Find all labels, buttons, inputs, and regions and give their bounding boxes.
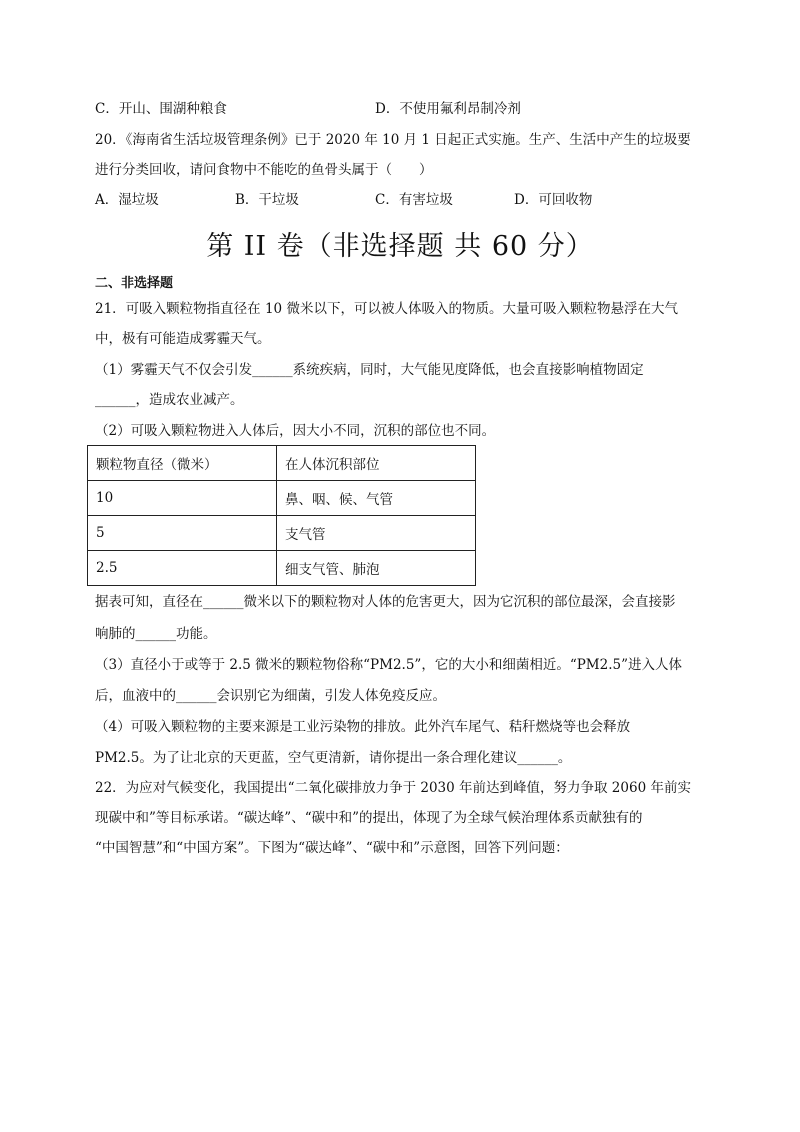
q20-option-a: A．湿垃圾 bbox=[95, 192, 159, 208]
q21-part4-line-2: PM2.5。为了让北京的天更蓝，空气更清新，请你提出一条合理化建议______。 bbox=[95, 750, 572, 766]
q21-part1-line-2: ______，造成农业减产。 bbox=[95, 392, 244, 408]
section-title: 第 II 卷（非选择题 共 60 分） bbox=[206, 231, 594, 262]
table-cell: 鼻、咽、候、气管 bbox=[277, 481, 476, 516]
table-header-cell: 颗粒物直径（微米） bbox=[88, 446, 277, 481]
q21-part2: （2）可吸入颗粒物进入人体后，因大小不同，沉积的部位也不同。 bbox=[95, 423, 496, 439]
q19-option-c: C．开山、围湖种粮食 bbox=[95, 101, 227, 117]
table-cell: 5 bbox=[88, 516, 277, 551]
q21-part1-line-1: （1）雾霾天气不仅会引发______系统疾病，同时，大气能见度降低，也会直接影响植物固定 bbox=[95, 362, 644, 378]
q22-line-3: “中国智慧”和“中国方案”。下图为“碳达峰”、“碳中和”示意图，回答下列问题： bbox=[95, 840, 569, 856]
table-header-cell: 在人体沉积部位 bbox=[277, 446, 476, 481]
table-row bbox=[88, 481, 476, 516]
q22-line-1: 22．为应对气候变化，我国提出“二氧化碳排放力争于 2030 年前达到峰值，努力争取 2060 年前实 bbox=[95, 780, 691, 796]
q21-part3-line-2: 后，血液中的______会识别它为细菌，引发人体免疫反应。 bbox=[95, 688, 446, 704]
q20-option-b: B．干垃圾 bbox=[235, 192, 299, 208]
table-header-row bbox=[88, 446, 476, 481]
q21-after-table-line-1: 据表可知，直径在______微米以下的颗粒物对人体的危害更大，因为它沉积的部位最深，会直接影 bbox=[95, 594, 676, 610]
q21-after-table-line-2: 响肺的______功能。 bbox=[95, 626, 217, 642]
q21-intro-line-1: 21．可吸入颗粒物指直径在 10 微米以下，可以被人体吸入的物质。大量可吸入颗粒物悬浮在大气 bbox=[95, 301, 678, 317]
section-heading: 二、非选择题 bbox=[95, 276, 174, 291]
q20-option-d: D．可回收物 bbox=[514, 192, 593, 208]
q21-part4-line-1: （4）可吸入颗粒物的主要来源是工业污染物的排放。此外汽车尾气、秸秆燃烧等也会释放 bbox=[95, 719, 631, 735]
q20-line-1: 20．《海南省生活垃圾管理条例》已于 2020 年 10 月 1 日起正式实施。生产、生活中产生的垃圾要 bbox=[95, 132, 691, 148]
particle-table bbox=[87, 445, 476, 586]
q19-option-d: D．不使用氟利昂制冷剂 bbox=[375, 101, 521, 117]
q21-intro-line-2: 中，极有可能造成雾霾天气。 bbox=[95, 331, 271, 347]
table-row bbox=[88, 551, 476, 586]
table-cell: 10 bbox=[88, 481, 277, 516]
table-row bbox=[88, 516, 476, 551]
q21-part3-line-1: （3）直径小于或等于 2.5 微米的颗粒物俗称“PM2.5”，它的大小和细菌相近。“PM2.5”进入人体 bbox=[95, 657, 682, 673]
q20-option-c: C．有害垃圾 bbox=[375, 192, 453, 208]
q22-line-2: 现碳中和”等目标承诺。“碳达峰”、“碳中和”的提出，体现了为全球气候治理体系贡献独有的 bbox=[95, 810, 643, 826]
q20-line-2: 进行分类回收，请问食物中不能吃的鱼骨头属于（ ） bbox=[95, 162, 433, 178]
table-cell: 支气管 bbox=[277, 516, 476, 551]
table-cell: 细支气管、肺泡 bbox=[277, 551, 476, 586]
table-cell: 2.5 bbox=[88, 551, 277, 586]
